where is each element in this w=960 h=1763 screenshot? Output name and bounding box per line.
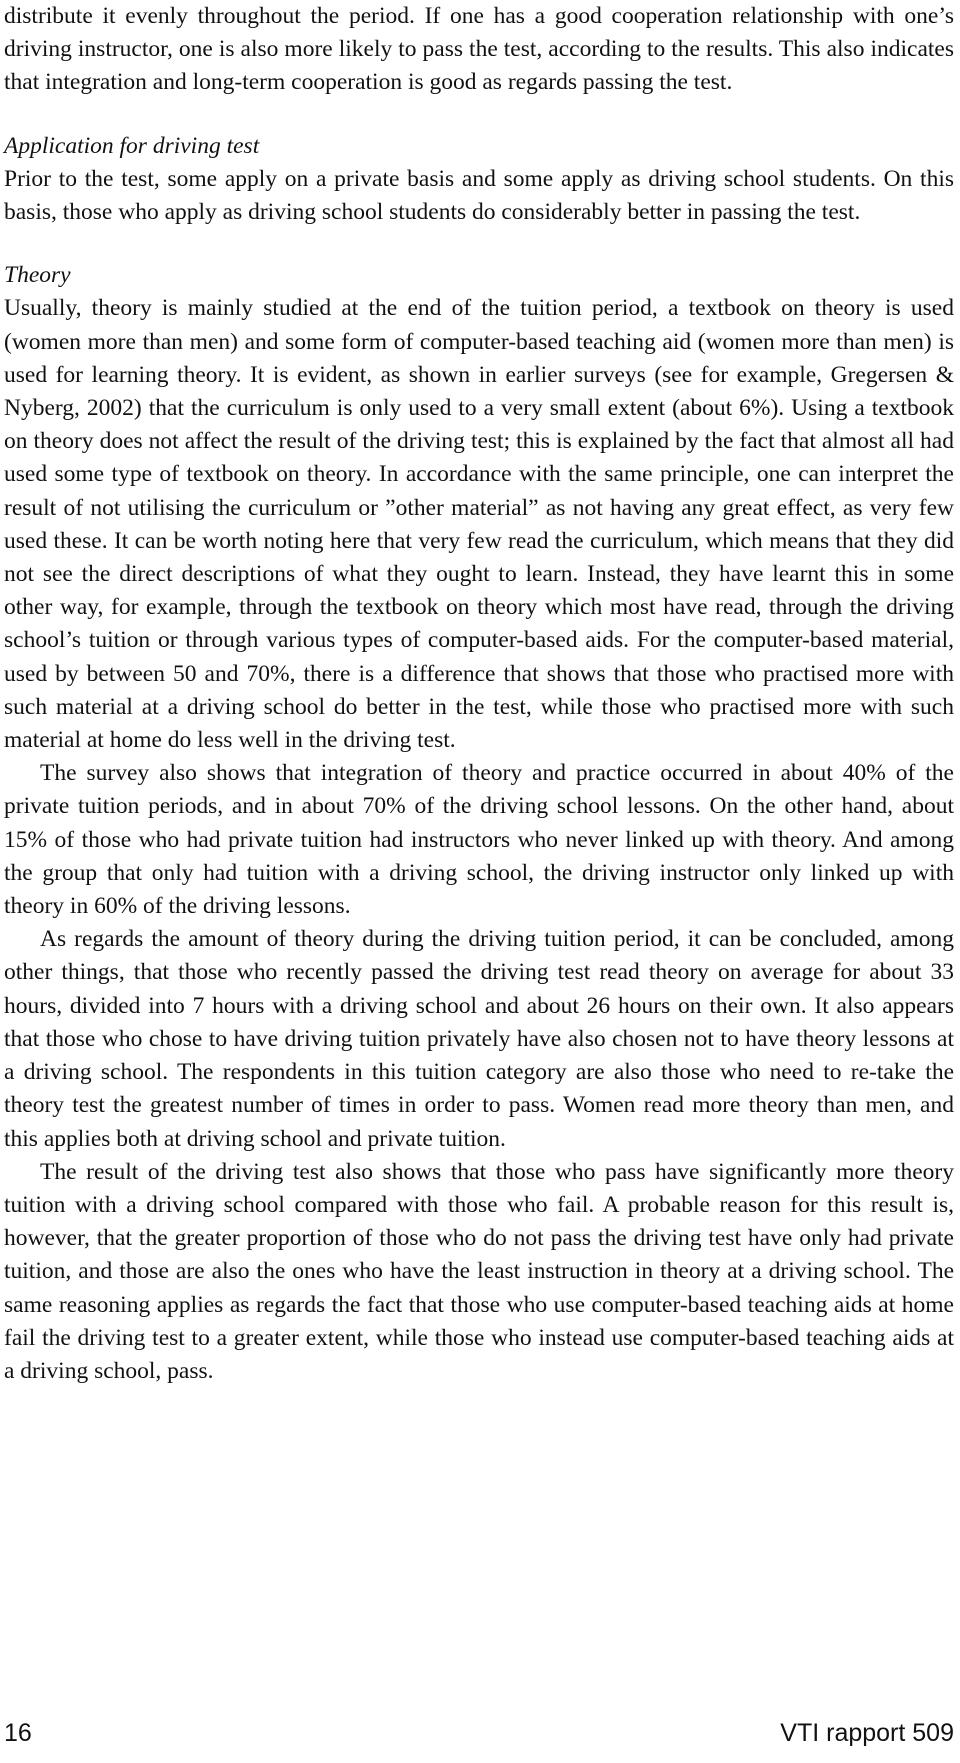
theory-paragraph-4: The result of the driving test also shows that those who pass have significantly more theory tuition with a driving school compared with those who fail. A probable reason for this result is, however, that the greater proportion of those who do not pass the driving test have only had private tuition, and those are also the ones who have the least instruction in theory at a driving school. The same reasoning applies as regards the fact that those who use computer-based teaching aids at home fail the driving test to a greater extent, while those who instead use computer-based teaching aids at a driving school, pass.: [4, 1158, 954, 1384]
document-page: [4, 0, 954, 1388]
theory-heading: Theory: [4, 262, 71, 289]
theory-paragraph-2: The survey also shows that integration of theory and practice occurred in about 40% of the private tuition periods, and in about 70% of the driving school lessons. On the other hand, about 15% of those who had private tuition had instructors who never linked up with theory. And among the group that only had tuition with a driving school, the driving instructor only linked up with theory in 60% of the driving lessons.: [4, 760, 954, 920]
report-id: VTI rapport 509: [780, 1719, 954, 1747]
page-number: 16: [4, 1719, 32, 1747]
theory-section: [4, 259, 954, 1388]
application-section: [4, 130, 954, 230]
theory-paragraph-1: Usually, theory is mainly studied at the end of the tuition period, a textbook on theory is used (women more than men) and some form of computer-based teaching aid (women more than men) is used for learning theory. It is evident, as shown in earlier surveys (see for example, Gregersen & Nyberg, 2002) that the curriculum is only used to a very small extent (about 6%). Using a textbook on theory does not affect the result of the driving test; this is explained by the fact that almost all had used some type of textbook on theory. In accordance with the same principle, one can interpret the result of not utilising the curriculum or ”other material” as not having any great effect, as very few used these. It can be worth noting here that very few read the curriculum, which means that they did not see the direct descriptions of what they ought to learn. Instead, they have learnt this in some other way, for example, through the textbook on theory which most have read, through the driving school’s tuition or through various types of computer-based aids. For the computer-based material, used by between 50 and 70%, there is a difference that shows that those who practised more with such material at a driving school do better in the test, while those who practised more with such material at home do less well in the driving test.: [4, 295, 954, 754]
theory-paragraph-3: As regards the amount of theory during the driving tuition period, it can be concluded, among other things, that those who recently passed the driving test read theory on average for about 33 hours, divided into 7 hours with a driving school and about 26 hours on their own. It also appears that those who chose to have driving tuition privately have also chosen not to have theory lessons at a driving school. The respondents in this tuition category are also those who need to re-take the theory test the greatest number of times in order to pass. Women read more theory than men, and this applies both at driving school and private tuition.: [4, 926, 954, 1152]
application-heading: Application for driving test: [4, 132, 260, 159]
intro-paragraph: distribute it evenly throughout the period. If one has a good cooperation relationship with one’s driving instructor, one is also more likely to pass the test, according to the results. This also indicates that integration and long-term cooperation is good as regards passing the test.: [4, 3, 954, 96]
application-paragraph: Prior to the test, some apply on a private basis and some apply as driving school students. On this basis, those who apply as driving school students do considerably better in passing the test.: [4, 165, 954, 226]
page-footer: [4, 1713, 954, 1753]
